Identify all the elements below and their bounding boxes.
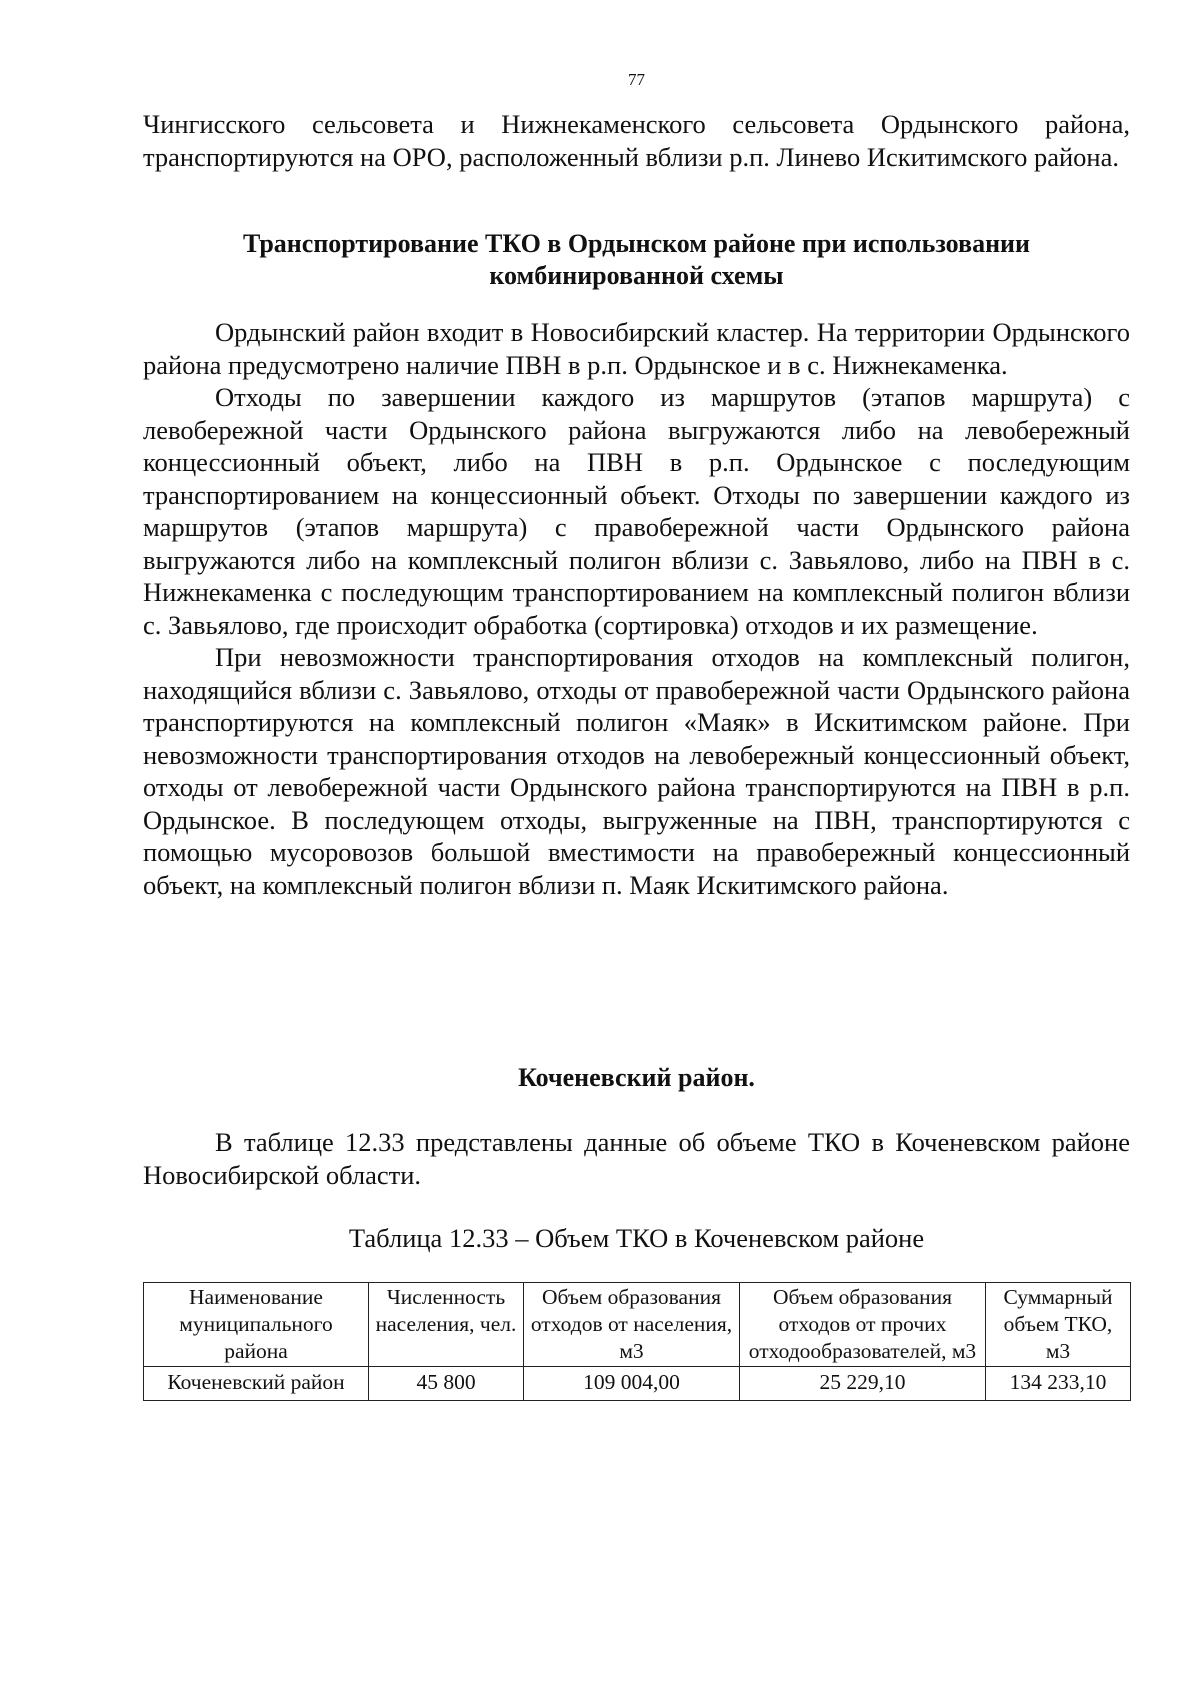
paragraph-ordynsky-1: Ордынский район входит в Новосибирский кластер. На территории Ордынского района предусмотрено наличие ПВН в р.п. Ордынское и в с. Нижнекаменка.: [143, 317, 1130, 380]
paragraph-ordynsky-3: При невозможности транспортирования отходов на комплексный полигон, находящийся вблизи с. Завьялово, отходы от правобережной части Ордынского района транспортируются на комплексный полигон «Маяк» в Искитимском районе. При невозможности транспортирования отходов на левобережный концессионный объект, отходы от левобережной части Ордынского района транспортируются на ПВН в р.п. Ордынское. В последующем отходы, выгруженные на ПВН, транспортируются с помощью мусоровозов большой вместимости на правобережный концессионный объект, на комплексный полигон вблизи п. Маяк Искитимского района.: [143, 642, 1130, 900]
table-caption: Таблица 12.33 – Объем ТКО в Коченевском районе: [348, 1223, 925, 1253]
section-kochenevsky-heading: Коченевский район.: [518, 1063, 755, 1092]
paragraph-ordynsky-2: Отходы по завершении каждого из маршрутов (этапов маршрута) с левобережной части Ордынского района выгружаются либо на левобережный концессионный объект, либо на ПВН в р.п. Ордынское с последующим транспортированием на концессионный объект. Отходы по завершении каждого из маршрутов (этапов маршрута) с правобережной части Ордынского района выгружаются либо на комплексный полигон вблизи с. Завьялово, либо на ПВН в с. Нижнекаменка с последующим транспортированием на комплексный полигон вблизи с. Завьялово, где происходит обработка (сортировка) отходов и их размещение.: [143, 382, 1130, 640]
cell-total-volume: 134 233,10: [986, 1367, 1131, 1401]
heading-line-1: Транспортирование ТКО в Ордынском районе при использовании: [242, 229, 1031, 258]
table-header-row: [144, 1283, 1131, 1367]
cell-waste-population: 109 004,00: [524, 1367, 740, 1401]
cell-population: 45 800: [369, 1367, 524, 1401]
header-waste-population: Объем образования отходов от населения, м3: [524, 1283, 740, 1367]
table-container: [143, 1282, 1130, 1401]
header-total-volume: Суммарный объем ТКО, м3: [986, 1283, 1131, 1367]
data-table: [143, 1282, 1131, 1401]
header-district-name: Наименование муниципального района: [144, 1283, 369, 1367]
intro-paragraph: Чингисского сельсовета и Нижнекаменского сельсовета Ордынского района, транспортируются на ОРО, расположенный вблизи р.п. Линево Искитимского района.: [143, 109, 1130, 172]
paragraph-kochenevsky: В таблице 12.33 представлены данные об объеме ТКО в Коченевском районе Новосибирской области.: [143, 1127, 1130, 1190]
table-row: [144, 1367, 1131, 1401]
section-ordynsky-heading: [143, 228, 1130, 292]
page-number: 77: [628, 70, 645, 89]
heading-line-2: комбинированной схемы: [489, 261, 784, 290]
header-population: Численность населения, чел.: [369, 1283, 524, 1367]
cell-district-name: Коченевский район: [144, 1367, 369, 1401]
section-ordynsky-body: [143, 316, 1130, 901]
header-waste-other: Объем образования отходов от прочих отходообразователей, м3: [740, 1283, 986, 1367]
cell-waste-other: 25 229,10: [740, 1367, 986, 1401]
